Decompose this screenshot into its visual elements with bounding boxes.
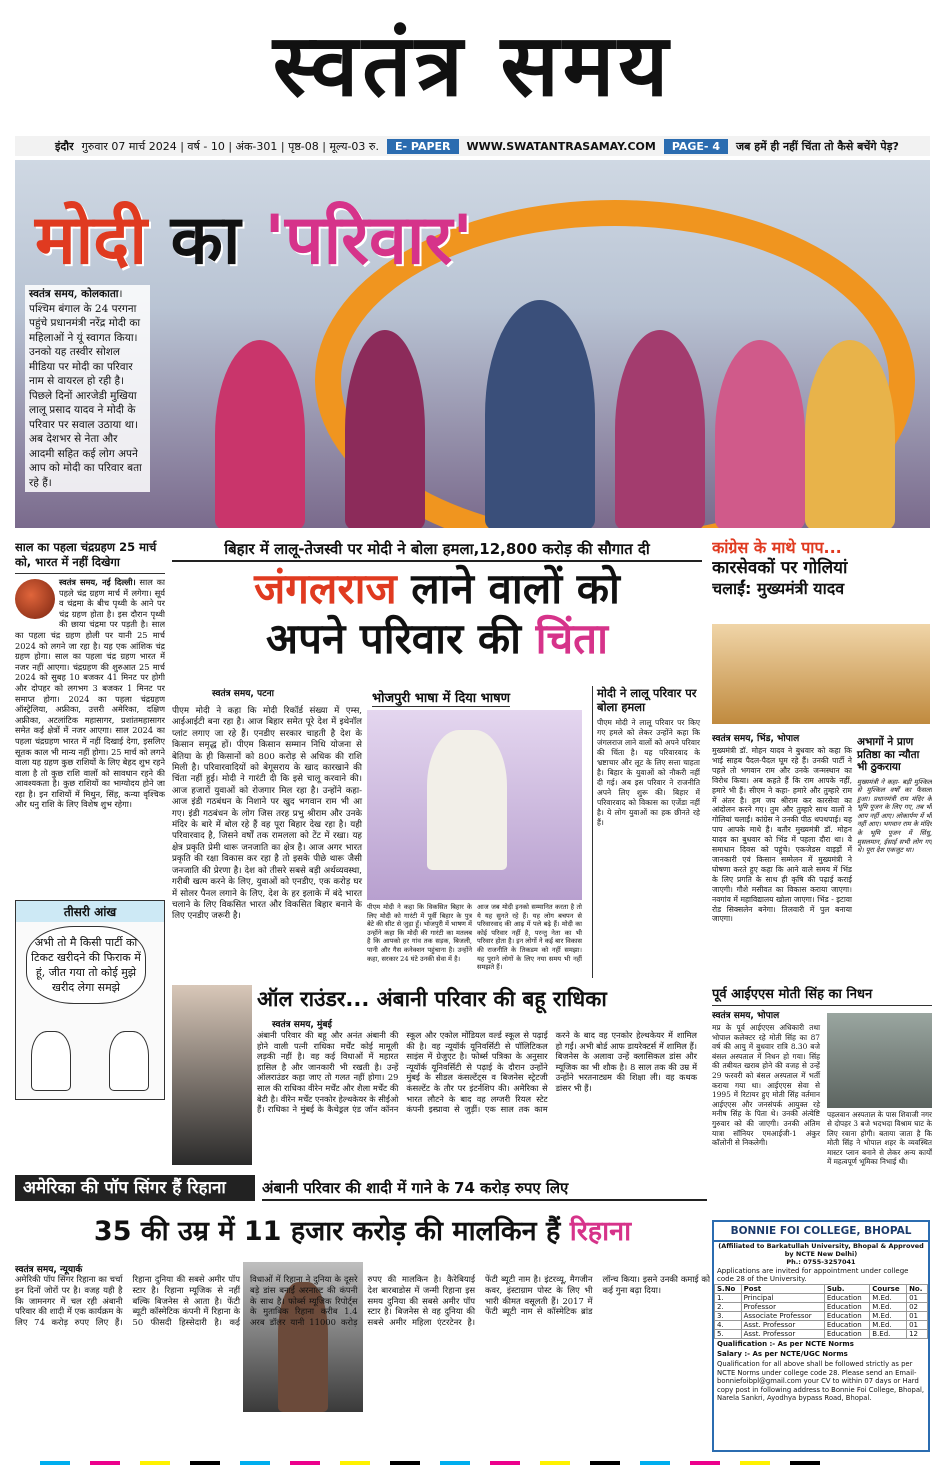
color-swatch bbox=[540, 1461, 570, 1465]
person bbox=[345, 330, 425, 528]
cell: M.Ed. bbox=[870, 1321, 907, 1330]
cell: Education bbox=[824, 1294, 869, 1303]
cell: Education bbox=[824, 1321, 869, 1330]
lead-photo-caption-2: आज जब मोदी इनको सम्मानित करता है तो ये यह सुनते रहे हैं। यह लोग बचपन से परिवारवाद की आढ़ में पले बढ़े हैं। मोदी का कोई परिवार नहीं है, परन्तु नेता का भी परिवार होता है। इन लोगों ने कई बार विकास की राजनीति के तिकडम को नहीं समझा। यह पुराने लोगों के लिए नया समय भी नहीं समझते हैं। bbox=[477, 903, 582, 972]
color-swatch bbox=[790, 1461, 820, 1465]
issue-details: गुरुवार 07 मार्च 2024 | वर्ष - 10 | अंक-301 | पृष्ठ-08 | मूल्य-03 रु. bbox=[81, 139, 379, 153]
moon-photo bbox=[15, 579, 55, 619]
cell: 1. bbox=[715, 1294, 742, 1303]
moti-singh-story bbox=[712, 985, 932, 1170]
website-link[interactable]: WWW.SWATANTRASAMAY.COM bbox=[466, 139, 656, 153]
ad-table bbox=[714, 1284, 928, 1339]
color-swatch bbox=[90, 1461, 120, 1465]
cell: M.Ed. bbox=[870, 1312, 907, 1321]
cell: 3. bbox=[715, 1312, 742, 1321]
moti-singh-text: मप्र के पूर्व आईएएस अधिकारी तथा भोपाल कलेक्टर रहे मोती सिंह का 87 वर्ष की आयु में बुधवार रात्रि 8.30 बजे बंसल अस्पताल में निधन हो गया। सिंह की तबीयत खराब होने की वजह से उन्हें 29 फरवरी को बंसल अस्पताल में भर्ती कराया गया था। आईएएस सेवा से 1995 में रिटायर हुए मोती सिंह वर्तमान आईएएस और जनसंपर्क आयुक्त रहे मनीष सिंह के पिता थे। उनकी अंत्येष्टि गुरुवार को की जाएगी। उनकी अंतिम यात्रा सॉनियर एमआईजी-1 अंकुर कॉलोनी से निकलेगी। bbox=[712, 1023, 820, 1148]
color-swatch bbox=[190, 1461, 220, 1465]
cartoon-figure bbox=[109, 1031, 149, 1091]
ad-col-no: No. bbox=[907, 1285, 928, 1294]
cell: M.Ed. bbox=[870, 1294, 907, 1303]
lunar-eclipse-story bbox=[15, 540, 165, 895]
cell: Principal bbox=[741, 1294, 824, 1303]
congress-headline-2: कारसेवकों पर गोलियां bbox=[712, 558, 848, 578]
lead-photo-caption: पीएम मोदी ने कहा कि विकसित बिहार के लिए मोदी को गारंटी में पूर्वी बिहार के पुत्र बेटे की सीट से जुड़ा हूँ। भोजपुरी में भाषण में उन्होंने कहा कि मोदी की गारंटी का मतलब है कि आपको हर गांव तक सड़क, बिजली, पानी और गैस कनेक्शन पहुंचाना है। उन्होंने कहा, सरकार 24 घंटे उनकी सेवा में है। bbox=[367, 903, 472, 963]
lead-headline-pink: चिंता bbox=[535, 614, 608, 663]
color-swatch bbox=[140, 1461, 170, 1465]
congress-byline: स्वतंत्र समय, भिंड, भोपाल bbox=[712, 734, 800, 744]
ad-salary: Salary :- As per NCTE/UGC Norms bbox=[717, 1350, 848, 1358]
color-swatch bbox=[440, 1461, 470, 1465]
table-row bbox=[715, 1294, 928, 1303]
hero-headline-ka: का bbox=[170, 201, 265, 280]
lalu-box bbox=[592, 686, 700, 978]
ad-col-sub: Sub. bbox=[824, 1285, 869, 1294]
ad-footer: Qualification for all above shall be followed strictly as per NCTE Norms under college code 28. Please send an Email- bonniefoibpl@gmail.com your CV to within 07 days or Hard copy post in following address to Bonnie Foi College, Bhopal, Narela Sankri, Ayodhya bypass Road, Bhopal. bbox=[717, 1360, 925, 1403]
ambani-text: अंबानी परिवार की बहू और अनंत अंबानी की होने वाली पत्नी राधिका मर्चेंट कोई मामूली लड़की नहीं है। वह कई विधाओं में महारत हासिल है और जानकारी भी रखती है। उन्हें ऑलराउंडर कहा जाए तो गलत नहीं होगा। 29 साल की राधिका वीरेन मर्चेंट और शैला मर्चेंट की बेटी है। वीरेन मर्चेंट एनकोर हेल्थकेयर के सीईओ हैं। राधिका ने मुंबई के कैथेड्रल एंड जॉन कॉनन स्कूल और एकोल मोंडियल वर्ल्ड स्कूल से पढ़ाई की है। वह न्यूयॉर्क यूनिवर्सिटी से पॉलिटिकल साइंस में ग्रेजुएट है। फोर्ब्स पत्रिका के अनुसार न्यूयॉर्क यूनिवर्सिटी से पढ़ाई के दौरान उन्होंने मुंबई के सीडल कंसल्टेंट्स व बिजनेस स्ट्रेटजी कंसल्टेंट के तौर पर इंटर्नशिप की। अमेरिका से भारत लौटने के बाद वह लग्जरी रियल स्टेट कंपनी इस्प्रावा से जुड़ीं। एक साल तक काम करने के बाद वह एनकोर हेल्थकेयर में शामिल हो गईं। अभी बोर्ड आफ डायरेक्टर्स में शामिल हैं। बिजनेस के अलावा उन्हें क्लासिकल डांस और म्यूजिक का भी शौक है। 8 साल तक की उम्र में उन्होंने भरतनाट्यम की शिक्षा ली। वह कथक डांसर भी हैं। bbox=[257, 1030, 697, 1115]
lalu-headline: मोदी ने लालू परिवार पर बोला हमला bbox=[597, 686, 697, 714]
table-row bbox=[715, 1303, 928, 1312]
lead-headline-red: जंगलराज bbox=[254, 564, 397, 613]
cell: 12 bbox=[907, 1330, 928, 1339]
person bbox=[215, 340, 305, 528]
color-swatch bbox=[690, 1461, 720, 1465]
table-row bbox=[715, 1330, 928, 1339]
ad-col-post: Post bbox=[741, 1285, 824, 1294]
cartoon bbox=[15, 900, 165, 1100]
ad-qualification: Qualification :- As per NCTE Norms bbox=[717, 1340, 854, 1348]
ambani-headline: ऑल राउंडर... अंबानी परिवार की बहू राधिका bbox=[257, 987, 607, 1011]
cell: 4. bbox=[715, 1321, 742, 1330]
moti-singh-photo bbox=[827, 1013, 932, 1108]
person bbox=[715, 340, 805, 528]
ad-phone: Ph.: 0755-3257041 bbox=[786, 1258, 856, 1266]
hero-blurb bbox=[25, 285, 150, 492]
color-swatch bbox=[240, 1461, 270, 1465]
rihanna-text: अमेरिकी पॉप सिंगर रिहाना का चर्चा इन दिनों जोरों पर है। वजह यही है कि जामनगर में चल रही अंबानी परिवार की शादी में एक कार्यक्रम के लिए 74 करोड़ रुपए लिए हैं। रिहाना दुनिया की सबसे अमीर पॉप स्टार है। रिहाना म्यूजिक से नहीं बल्कि बिजनेस से आता है। फेंटी ब्यूटी कॉस्मेटिक कंपनी में रिहाना के 50 फीसदी हिस्सेदारी है। कई विधाओं में रिहाना ने दुनिया के दूसरे बड़े डांस बनाईं अरनाल्ट की कंपनी के साथ है। फोर्ब्स म्यूजिक रिपोर्ट्स के मुताबिक रिहाना करीब 1.4 अरब डॉलर यानी 11000 करोड़ रुपए की मालकिन है। कैरेबियाई देश बारबाडोस में जन्मी रिहाना इस समय दुनिया की सबसे अमीर पॉप स्टार है। बिजनेस से वह दुनिया की सबसे अमीर महिला एंटरटेनर है। फेंटी ब्यूटी नाम है। इंटरव्यू, मैगजीन कवर, इंस्टाग्राम पोस्ट के लिए भी भारी कीमत वसूलती हैं। 2017 में फेंटी ब्यूटी नाम से कॉस्मेटिक ब्रांड लॉन्च किया। इसने उनकी कमाई को कई गुना बढ़ा दिया। bbox=[15, 1274, 710, 1328]
cell: Education bbox=[824, 1330, 869, 1339]
rihanna-headline bbox=[15, 1208, 710, 1256]
radhika-photo bbox=[172, 985, 252, 1165]
cell: Professor bbox=[741, 1303, 824, 1312]
person bbox=[485, 300, 595, 528]
moti-singh-byline: स्वतंत्र समय, भोपाल bbox=[712, 1011, 780, 1021]
ad-subtitle: (Affiliated to Barkatullah University, Bhopal & Approved by NCTE New Delhi) bbox=[718, 1242, 924, 1258]
lead-headline bbox=[172, 564, 702, 664]
lunar-byline: स्वतंत्र समय, नई दिल्ली। bbox=[59, 577, 136, 587]
lead-story bbox=[172, 538, 702, 978]
cell: 01 bbox=[907, 1321, 928, 1330]
info-bar bbox=[15, 136, 930, 156]
congress-story bbox=[712, 538, 932, 978]
lunar-text: साल का पहले चंद्र ग्रहण मार्च में लगेगा। सूर्य व चंद्रमा के बीच पृथ्वी के आने पर चंद्र ग्रहण होता है। इस दौरान पृथ्वी की छाया चंद्रमा पर पड़ती है। साल का पहला चंद्र ग्रहण होली पर यानी 25 मार्च 2024 को लगने जा रहा है। यह एक आंशिक चंद्र ग्रहण होगा। साल का पहला चंद्र ग्रहण भारत में नजर नहीं आएगा। चंद्रग्रहण की शुरुआत 25 मार्च 2024 को सुबह 10 बजकर 41 मिनट पर होगी और दोपहर को लगभग 3 बजकर 1 मिनट पर समाप्त होगा। 2024 का पहला चंद्रग्रहण ऑस्ट्रेलिया, अफ्रीका, उत्तरी अमेरिका, दक्षिण अफ्रीका, अटलांटिक महासागर, प्रशांतमहासागर समेत कई क्षेत्रों में नजर आएगा। साल 2024 का पहला चंद्रग्रहण भारत में नहीं दिखाई देगा, इसलिए सूतक काल भी मान्य नहीं होगा। 25 मार्च को लगने वाला यह ग्रहण कुछ राशियों के लिए बेहद शुभ रहने वाला है तो कुछ राशि वालों को सावधान रहने की आवश्यकता है। कुछ राशियों का भाग्योदय होने जा रहा है। इन राशियों में मिथुन, सिंह, कन्या वृश्चिक और धनु राशि के लिए विशेष शुभ रहेगा। bbox=[15, 577, 165, 810]
cm-rally-photo bbox=[712, 624, 930, 724]
cell: Associate Professor bbox=[741, 1312, 824, 1321]
congress-side-text: मुख्यमंत्री ने कहा- बड़ी मुश्किल से मुश्किल वर्षों का फैसला हुआ। प्रधानमंत्री राम मंदिर के भूमि पूजन के लिए गए, तब भी आप नहीं आए। लोकार्पण में भी नहीं आए। भगवान राम के मंदिर के भूमि पूजन में सिंधु, मुसलमान, ईसाई सभी लोग गए थे। पूरा देश एकजुट था। bbox=[857, 777, 932, 855]
lead-text: पीएम मोदी ने कहा कि मोदी रिकॉर्ड संख्या में एम्स, आईआईटी बना रहा है। आज बिहार समेत पूरे देश में इथेनॉल प्लांट लगाए जा रहे हैं। एनडीए सरकार चाहती है देश के किसान समृद्ध हों। पीएम किसान सम्मान निधि योजना से बेतिया के ही किसानों को 800 करोड़ से अधिक की राशि मिली है। परिवारवादियों को बेगूसराय के खाद कारखाने की चिंता नहीं हुई। मोदी ने गारंटी दी कि इसे चालू करवाने की। आज हजारों युवाओं को रोजगार मिल रहा है। उन्होंने कहा-आज इंडी गठबंधन के निशाने पर खुद भगवान राम भी आ गए। इंडी गठबंधन के लोग जिस तरह प्रभु श्रीराम और उनके मंदिर के बारे में बोल रहे हैं वह पूरा बिहार देख रहा है। यही परिवारवाद है, जिसने वर्षों तक रामलला को टेंट में रखा। यह क्षेत्र प्रकृति प्रेमी थारू जनजाति का क्षेत्र है। आज अगर भारत प्रकृति की रक्षा विकास कर रहा है तो इसके पीछे थारू जैसी जनजाति की प्रेरणा है। देश को तीसरे सबसे बड़ी अर्थव्यवस्था, गरीबी खत्म करने के लिए, युवाओं को एनडीए, एक करोड़ घर में सोलर पैनल लगाने के लिए, देश के हर इलाके में बंदे भारत चलाने के लिए विकसित भारत और विकसित बिहार बनाने के लिए एनडीए जरूरी है। bbox=[172, 706, 362, 922]
color-swatch bbox=[590, 1461, 620, 1465]
epaper-badge[interactable]: E- PAPER bbox=[387, 139, 459, 154]
cell: 2. bbox=[715, 1303, 742, 1312]
cartoon-title: तीसरी आंख bbox=[16, 901, 164, 922]
person bbox=[805, 340, 895, 528]
ad-col-sno: S.No bbox=[715, 1285, 742, 1294]
lead-subhead: भोजपुरी भाषा में दिया भाषण bbox=[372, 688, 510, 707]
print-color-bar bbox=[0, 1458, 945, 1468]
masthead bbox=[0, 0, 945, 132]
cell: Asst. Professor bbox=[741, 1321, 824, 1330]
hero-headline-modi: मोदी bbox=[35, 201, 171, 280]
cell: 01 bbox=[907, 1312, 928, 1321]
modi-speech-photo bbox=[367, 710, 582, 900]
cell: 02 bbox=[907, 1303, 928, 1312]
table-row bbox=[715, 1312, 928, 1321]
color-swatch bbox=[640, 1461, 670, 1465]
ad-col-course: Course bbox=[870, 1285, 907, 1294]
college-ad bbox=[712, 1220, 930, 1452]
lunar-headline: साल का पहला चंद्रग्रहण 25 मार्च को, भारत में नहीं दिखेगा bbox=[15, 540, 165, 574]
hero-photo bbox=[15, 160, 930, 528]
cell: Education bbox=[824, 1312, 869, 1321]
congress-text: मुख्यमंत्री डॉ. मोहन यादव ने बुधवार को कहा कि भाई साहब पैदल-पैदल घूम रहे हैं। उनकी पार्टी ने पहले तो भगवान राम और उनके जन्मस्थान का विरोध किया। अब कहते हैं कि राम आपके नहीं, हमारे भी हैं। सीएम ने कहा- हमारे और तुम्हारे राम में अंतर है। हम जय श्रीराम कर कारसेवा का आंदोलन करने गए। तुम और तुम्हारे साथ वालों ने गोलियां चलाईं। कांग्रेस ने उनकी पीठ थपथपाई। यह पाप आपके माथे है। बतौर मुख्यमंत्री डॉ. मोहन यादव का बुधवार को भिंड में पहला दौरा था। वे समाधान दिवस को पहुंचे। एकजेडस वाइड़ों में जानकारी एवं किसान सम्मेलन में मुख्यमंत्री ने घोषणा करते हुए कहा कि आने वाले समय में भिंड के लिए प्रगति के साथ ही कृषि की पढ़ाई कराई जाएगी। गौशे मसीवत का विकास कराया जाएगा। नवगांव में महाविद्यालय खोला जाएगा। भिंड - इटावा रोड सिक्सलेन बनेगा। तिलवारी में पुल बनाया जाएगा। bbox=[712, 746, 852, 924]
rihanna-kicker: अंबानी परिवार की शादी में गाने के 74 करोड़ रुपए लिए bbox=[262, 1175, 707, 1201]
congress-headline-3: चलाईं: मुख्यमंत्री यादव bbox=[712, 579, 845, 598]
rihanna-story bbox=[15, 1262, 710, 1454]
ambani-story bbox=[172, 985, 702, 1170]
city-label: इंदौर bbox=[55, 139, 74, 153]
lalu-text: पीएम मोदी ने लालू परिवार पर किए गए हमले को लेकर उन्होंने कहा कि जंगलराज लाने वालों को अपने परिवार की चिंता है। यह परिवारवाद के भ्रष्टाचार और लूट के लिए सत्ता चाहता है। बिहार के युवाओं को नौकरी नहीं दी गई। अब इस परिवार ने राजनीति अपने लिए शुरू की। बिहार में परिवारवाद को विकास का एजेंडा नहीं है। ये लोग युवाओं का हक छीनते रहे हैं। bbox=[597, 718, 700, 827]
person bbox=[427, 730, 507, 870]
person bbox=[615, 330, 705, 528]
ad-intro: Applications are invited for appointment under college code 28 of the University. bbox=[717, 1267, 909, 1283]
cell: 5. bbox=[715, 1330, 742, 1339]
lead-kicker: बिहार में लालू-तेजस्वी पर मोदी ने बोला हमला,12,800 करोड़ की सौगात दी bbox=[172, 538, 702, 562]
cell: B.Ed. bbox=[870, 1330, 907, 1339]
lead-byline: स्वतंत्र समय, पटना bbox=[212, 689, 274, 699]
rihanna-strip: अमेरिका की पॉप सिंगर हैं रिहाना bbox=[15, 1175, 255, 1201]
cartoon-speech: अभी तो मै किसी पार्टी का टिकट खरीदने की फिराक में हूं, जीत गया तो कोई मुझे खरीद लेगा समझे bbox=[26, 926, 146, 1004]
color-swatch bbox=[340, 1461, 370, 1465]
congress-headline-1: कांग्रेस के माथे पाप... bbox=[712, 538, 842, 557]
lead-headline-part: लाने वालों को bbox=[396, 564, 620, 613]
color-swatch bbox=[290, 1461, 320, 1465]
cell: 01 bbox=[907, 1294, 928, 1303]
cell: Asst. Professor bbox=[741, 1330, 824, 1339]
congress-side-headline: अभागों ने प्राण प्रतिष्ठा का न्यौता भी ठुकराया bbox=[857, 736, 920, 773]
hero-headline bbox=[35, 190, 473, 283]
rihanna-byline: स्वतंत्र समय, न्यूयार्क bbox=[15, 1265, 83, 1275]
color-swatch bbox=[740, 1461, 770, 1465]
rihanna-headline-text: 35 की उम्र में 11 हजार करोड़ की मालकिन हैं bbox=[93, 1216, 570, 1247]
table-row bbox=[715, 1321, 928, 1330]
newspaper-title: स्वतंत्र समय bbox=[272, 16, 673, 116]
color-swatch bbox=[490, 1461, 520, 1465]
page-badge: PAGE- 4 bbox=[664, 139, 728, 154]
color-swatch bbox=[40, 1461, 70, 1465]
ambani-byline: स्वतंत्र समय, मुंबई bbox=[272, 1020, 332, 1030]
cell: Education bbox=[824, 1303, 869, 1312]
hero-blurb-text: । पश्चिम बंगाल के 24 परगना पहुंचे प्रधानमंत्री नरेंद्र मोदी का महिलाओं ने यूं स्वागत किया। उनको यह तस्वीर सोशल मीडिया पर मोदी का परिवार नाम से वायरल हो रही है। पिछले दिनों आरजेडी मुखिया लालू प्रसाद यादव ने मोदी के परिवार पर सवाल उठाया था। अब देशभर से नेता और आदमी सहित कई लोग अपने आप को मोदी का परिवार बता रहे हैं। bbox=[29, 288, 142, 489]
cell: M.Ed. bbox=[870, 1303, 907, 1312]
lead-headline-part: अपने परिवार की bbox=[266, 614, 536, 663]
hero-headline-parivar: 'परिवार' bbox=[264, 201, 474, 280]
moti-singh-side-text: पहलवान अस्पताल के पास शिवाजी नगर से दोपहर 3 बजे भदभदा विश्राम घाट के लिए रवाना होगी। बताया जाता है कि मोती सिंह ने भोपाल शहर के व्यवस्थित मास्टर प्लान बनाने से लेकर अन्य कार्यों में महत्वपूर्ण भूमिका निभाई थी। bbox=[827, 1110, 932, 1167]
cartoon-figure bbox=[31, 1031, 71, 1091]
hero-byline: स्वतंत्र समय, कोलकाता bbox=[29, 288, 119, 300]
congress-side-box bbox=[857, 736, 932, 978]
ad-title: BONNIE FOI COLLEGE, BHOPAL bbox=[714, 1222, 928, 1242]
color-swatch bbox=[390, 1461, 420, 1465]
rihanna-headline-name: रिहाना bbox=[569, 1216, 632, 1247]
page-teaser: जब हमें ही नहीं चिंता तो कैसे बचेंगे पेड़? bbox=[735, 139, 899, 153]
ad-table-header bbox=[715, 1285, 928, 1294]
moti-singh-headline: पूर्व आईएएस मोती सिंह का निधन bbox=[712, 985, 932, 1006]
